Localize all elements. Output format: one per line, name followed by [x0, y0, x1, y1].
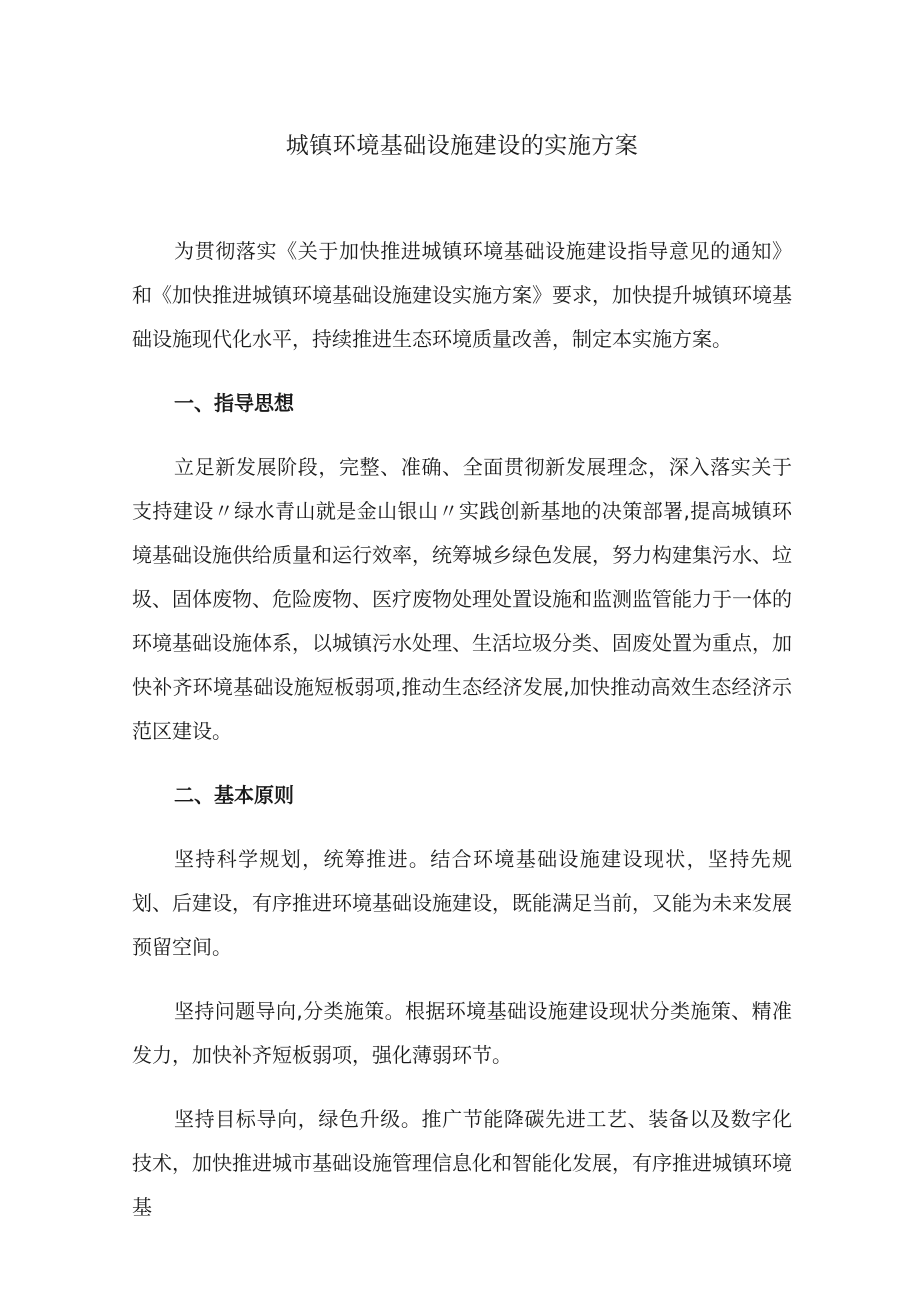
document-title: 城镇环境基础设施建设的实施方案 [285, 133, 639, 159]
section-heading-guiding-ideology: 一、指导思想 [174, 391, 294, 415]
principle-paragraph-planning: 坚持科学规划，统筹推进。结合环境基础设施建设现状，坚持先规划、后建设，有序推进环境基础设施建设，既能满足当前，又能为未来发展预留空间。 [132, 847, 792, 959]
guiding-ideology-paragraph: 立足新发展阶段，完整、准确、全面贯彻新发展理念，深入落实关于支持建设〃绿水青山就是金山银山〃实践创新基地的决策部署,提高城镇环境基础设施供给质量和运行效率，统筹城乡绿色发展，努力构建集污水、垃圾、固体废物、危险废物、医疗废物处理处置设施和监测监管能力于一体的环境基础设施体系，以城镇污水处理、生活垃圾分类、固废处置为重点，加快补齐环境基础设施短板弱项,推动生态经济发展,加快推动高效生态经济示范区建设。 [132, 455, 792, 743]
principle-paragraph-problem-oriented: 坚持问题导向,分类施策。根据环境基础设施建设现状分类施策、精准发力，加快补齐短板弱项，强化薄弱环节。 [132, 999, 792, 1067]
section-heading-basic-principles: 二、基本原则 [174, 783, 294, 807]
principle-paragraph-goal-oriented: 坚持目标导向，绿色升级。推广节能降碳先进工艺、装备以及数字化技术，加快推进城市基础设施管理信息化和智能化发展，有序推进城镇环境基 [132, 1107, 792, 1219]
intro-paragraph: 为贯彻落实《关于加快推进城镇环境基础设施建设指导意见的通知》和《加快推进城镇环境基础设施建设实施方案》要求，加快提升城镇环境基础设施现代化水平，持续推进生态环境质量改善，制定本实施方案。 [132, 239, 792, 351]
